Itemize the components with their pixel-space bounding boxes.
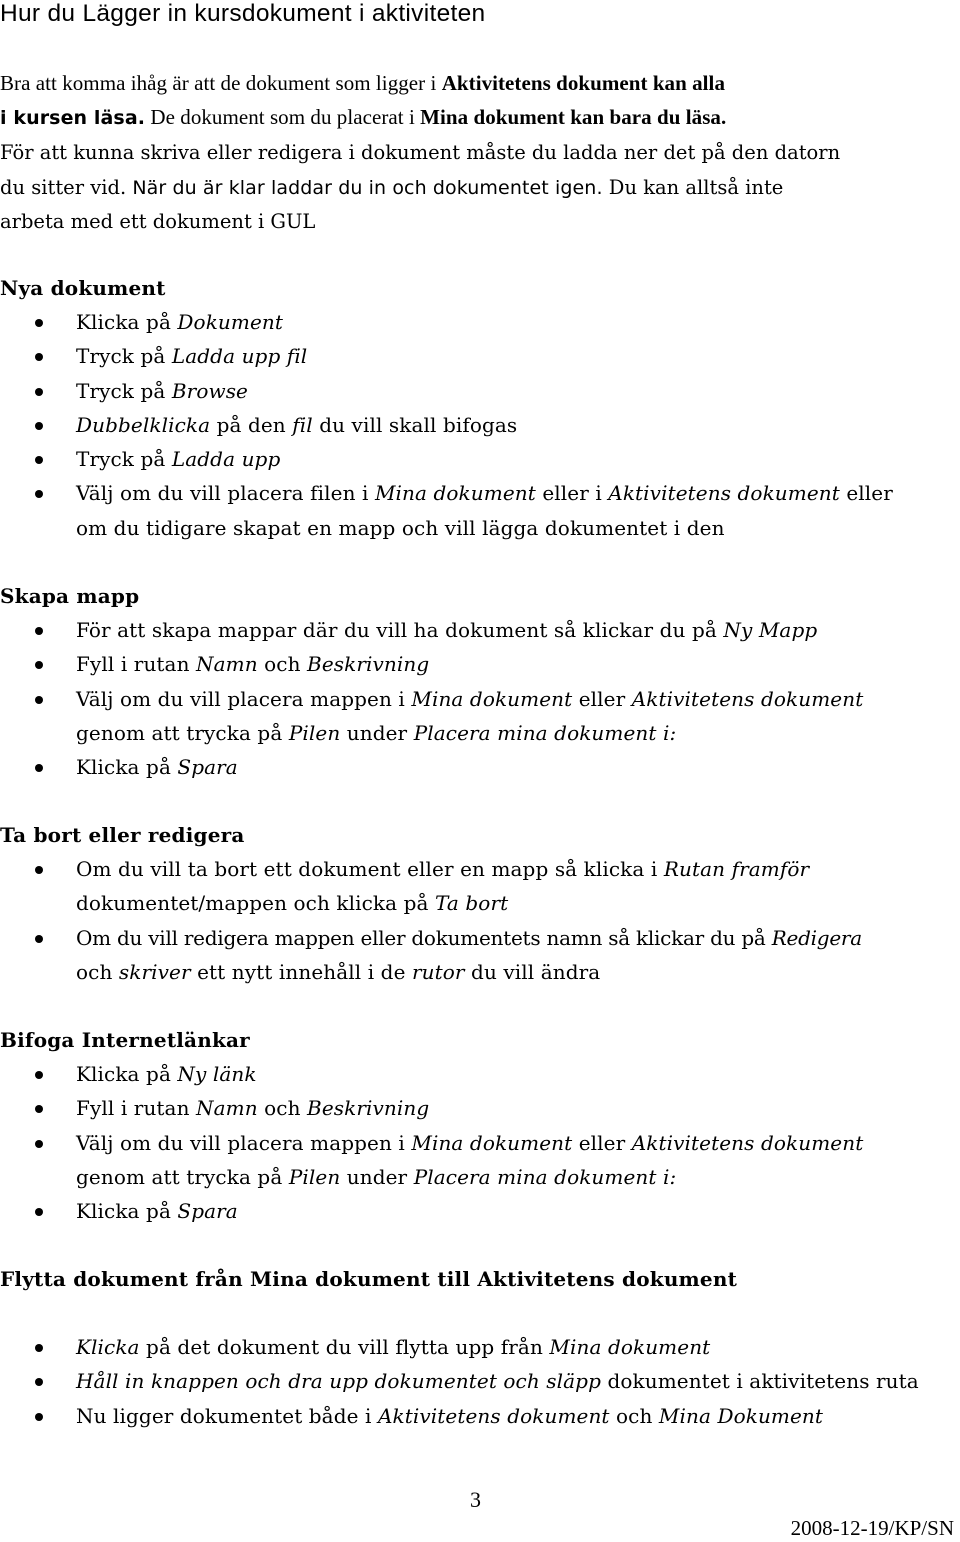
- section-flytta: [0, 1262, 960, 1433]
- bullet-icon: [35, 388, 43, 396]
- list-item: Klicka på Ny länk: [0, 1057, 960, 1091]
- bullet-icon: [35, 490, 43, 498]
- list-item: Välj om du vill placera filen i Mina dokument eller i Aktivitetens dokument eller om du tidigare skapat en mapp och vill lägga dokumentet i den: [0, 476, 960, 545]
- bullet-icon: [35, 1140, 43, 1148]
- intro-paragraph: [0, 66, 960, 239]
- section-heading: Ta bort eller redigera: [0, 823, 245, 847]
- bullet-icon: [35, 661, 43, 669]
- bullet-icon: [35, 1105, 43, 1113]
- bullet-icon: [35, 696, 43, 704]
- list-item: Klicka på Spara: [0, 750, 960, 784]
- list-item: Fyll i rutan Namn och Beskrivning: [0, 647, 960, 681]
- bullet-list: [0, 305, 960, 545]
- bullet-list: [0, 852, 960, 989]
- bullet-icon: [35, 866, 43, 874]
- bullet-icon: [35, 1344, 43, 1352]
- section-bifoga: [0, 1023, 960, 1228]
- bullet-list: [0, 1057, 960, 1228]
- page-title: Hur du Lägger in kursdokument i aktiviteten: [0, 0, 486, 27]
- list-item: Om du vill ta bort ett dokument eller en mapp så klicka i Rutan framför dokumentet/mappen och klicka på Ta bort: [0, 852, 960, 921]
- bullet-icon: [35, 627, 43, 635]
- list-item: Välj om du vill placera mappen i Mina dokument eller Aktivitetens dokument genom att trycka på Pilen under Placera mina dokument i:: [0, 1126, 960, 1195]
- section-nya-dokument: [0, 271, 960, 545]
- intro-line: Bra att komma ihåg är att de dokument som ligger i Aktivitetens dokument kan alla: [0, 71, 725, 95]
- list-item: Håll in knappen och dra upp dokumentet och släpp dokumentet i aktivitetens ruta: [0, 1364, 960, 1398]
- list-item: Tryck på Browse: [0, 374, 960, 408]
- list-item: För att skapa mappar där du vill ha dokument så klickar du på Ny Mapp: [0, 613, 960, 647]
- list-item: Dubbelklicka på den fil du vill skall bifogas: [0, 408, 960, 442]
- section-heading: Skapa mapp: [0, 584, 140, 608]
- list-item: Klicka på Spara: [0, 1194, 960, 1228]
- intro-line: För att kunna skriva eller redigera i dokument måste du ladda ner det på den datorn: [0, 140, 841, 164]
- bullet-icon: [35, 764, 43, 772]
- intro-line: i kursen läsa. De dokument som du placerat i Mina dokument kan bara du läsa.: [0, 105, 727, 130]
- section-heading: Flytta dokument från Mina dokument till Aktivitetens dokument: [0, 1267, 738, 1291]
- bullet-icon: [35, 422, 43, 430]
- list-item: Välj om du vill placera mappen i Mina dokument eller Aktivitetens dokument genom att trycka på Pilen under Placera mina dokument i:: [0, 682, 960, 751]
- bullet-icon: [35, 1071, 43, 1079]
- list-item: Fyll i rutan Namn och Beskrivning: [0, 1091, 960, 1125]
- bullet-icon: [35, 353, 43, 361]
- section-heading: Bifoga Internetlänkar: [0, 1028, 250, 1052]
- section-ta-bort: [0, 818, 960, 989]
- bullet-icon: [35, 456, 43, 464]
- section-heading: Nya dokument: [0, 276, 166, 300]
- document-date-stamp: 2008-12-19/KP/SN: [790, 1516, 954, 1540]
- list-item: Om du vill redigera mappen eller dokumentets namn så klickar du på Redigera och skriver ett nytt innehåll i de rutor du vill ändra: [0, 921, 960, 990]
- list-item: Tryck på Ladda upp fil: [0, 339, 960, 373]
- list-item: Tryck på Ladda upp: [0, 442, 960, 476]
- bullet-icon: [35, 1208, 43, 1216]
- bullet-list: [0, 613, 960, 784]
- bullet-icon: [35, 1378, 43, 1386]
- section-skapa-mapp: [0, 579, 960, 784]
- bullet-list: [0, 1330, 960, 1433]
- list-item: Nu ligger dokumentet både i Aktivitetens dokument och Mina Dokument: [0, 1399, 960, 1433]
- page-number: 3: [470, 1487, 481, 1512]
- intro-line: du sitter vid. När du är klar laddar du in och dokumentet igen. Du kan alltså inte: [0, 175, 784, 199]
- bullet-icon: [35, 1413, 43, 1421]
- list-item: Klicka på det dokument du vill flytta upp från Mina dokument: [0, 1330, 960, 1364]
- bullet-icon: [35, 935, 43, 943]
- intro-line: arbeta med ett dokument i GUL: [0, 210, 316, 234]
- list-item: Klicka på Dokument: [0, 305, 960, 339]
- bullet-icon: [35, 319, 43, 327]
